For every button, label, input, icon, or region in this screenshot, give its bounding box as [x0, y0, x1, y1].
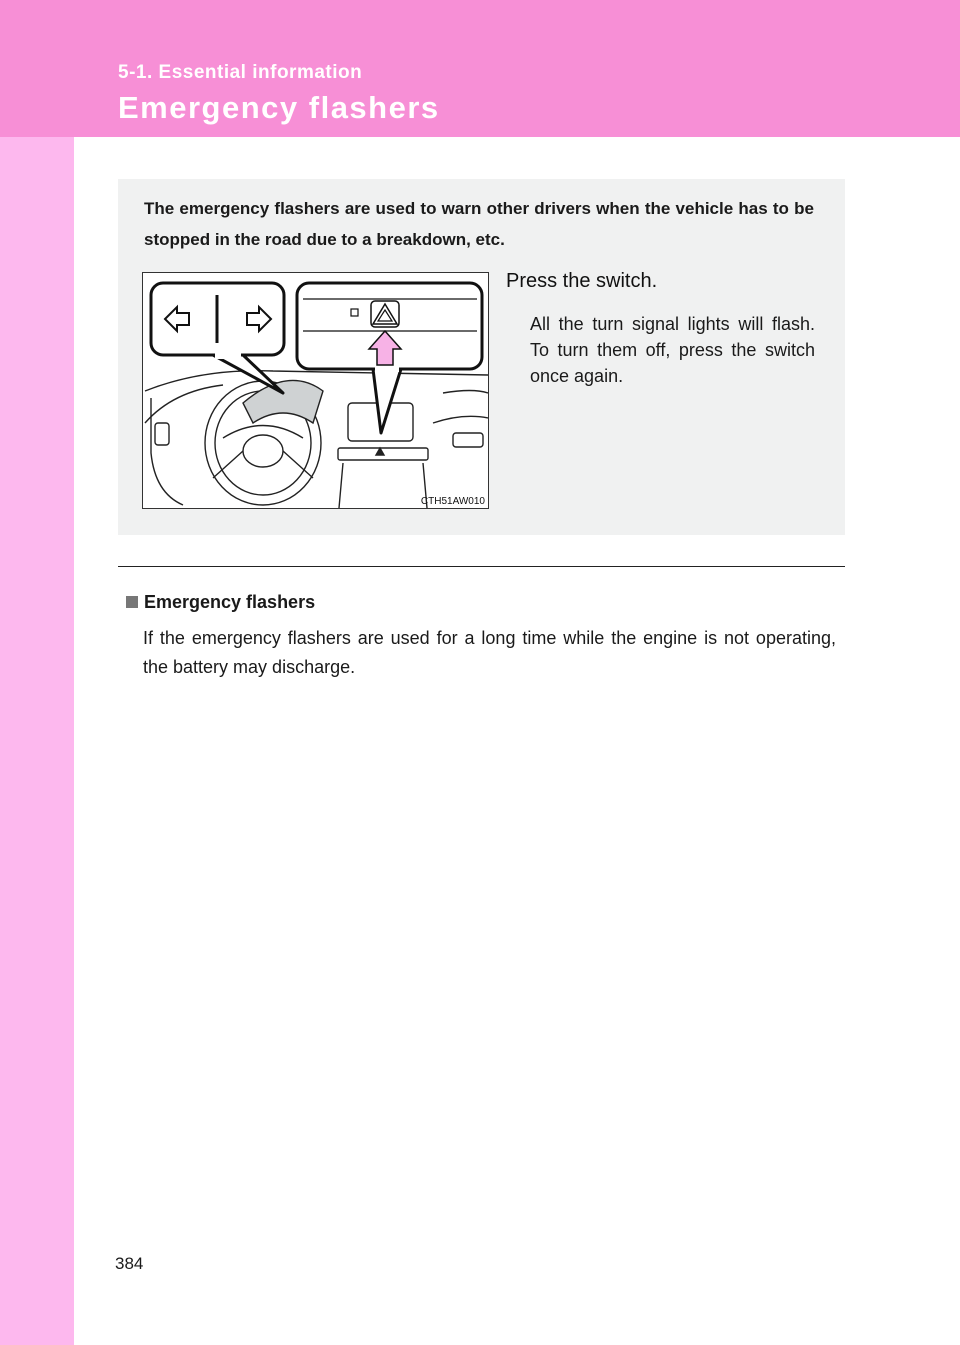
- page-title: Emergency flashers: [118, 90, 440, 125]
- step-description: All the turn signal lights will flash. To turn them off, press the switch once again.: [530, 314, 815, 386]
- note-body: If the emergency flashers are used for a long time while the engine is not operating, the battery may discharge.: [143, 628, 836, 677]
- info-box: [118, 179, 845, 535]
- dashboard-illustration: [142, 272, 489, 509]
- section-divider: [118, 566, 845, 567]
- page-header: [0, 0, 960, 137]
- section-label: 5-1. Essential information: [118, 62, 363, 83]
- note-title-text: Emergency flashers: [144, 592, 316, 612]
- step-title: Press the switch.: [506, 270, 658, 292]
- dashboard-drawing: [143, 273, 488, 508]
- note-heading: [126, 592, 315, 613]
- square-bullet-icon: [126, 596, 138, 608]
- intro-text: The emergency flashers are used to warn other drivers when the vehicle has to be stopped in the road due to a breakdown, etc.: [144, 199, 814, 249]
- figure-code: CTH51AW010: [420, 496, 485, 507]
- watermark: carmanualsonline.info: [691, 1315, 946, 1342]
- page-number: 384: [115, 1254, 144, 1273]
- side-strip: [0, 137, 74, 1345]
